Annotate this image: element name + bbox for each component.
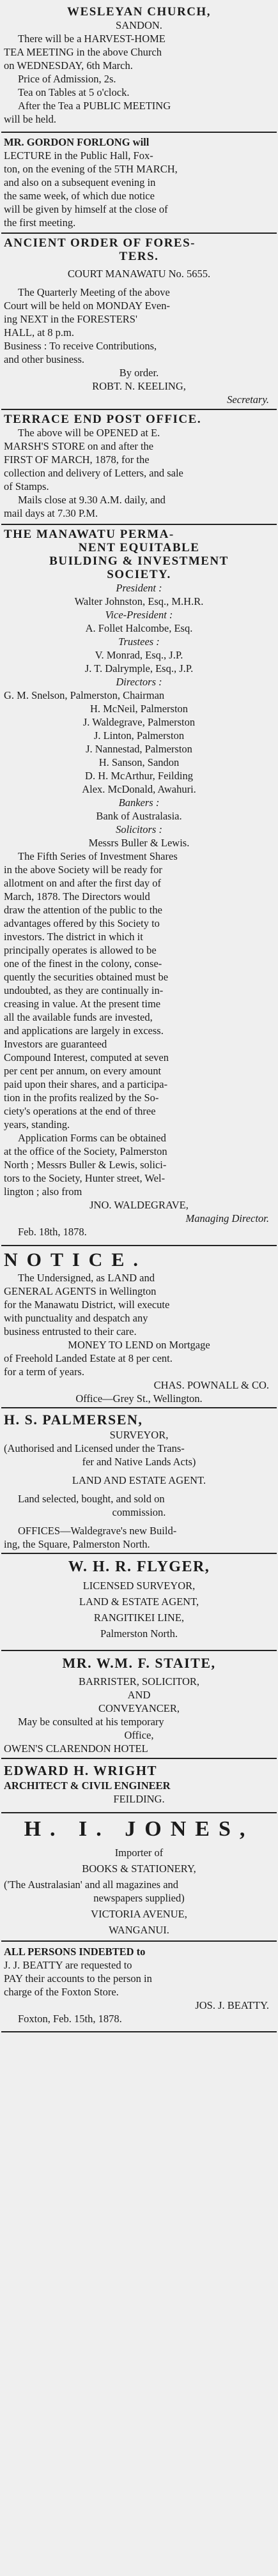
- ad-label: Bankers :: [118, 796, 160, 809]
- ad-line: FIRST OF MARCH, 1878, for the: [4, 453, 150, 466]
- ad-heading: ALL PERSONS INDEBTED to: [4, 1946, 146, 1958]
- ad-label: Trustees :: [118, 636, 160, 648]
- ad-manawatu-building-society: [4, 528, 274, 1238]
- ad-line: Investors are guaranteed: [4, 1038, 107, 1050]
- ad-line: The above will be OPENED at E.: [18, 427, 160, 439]
- ad-line: North ; Messrs Buller & Lewis, solici-: [4, 1159, 167, 1171]
- column-rule: [1, 2031, 277, 2032]
- ad-line: and applications are largely in excess.: [4, 1025, 164, 1037]
- ad-notice-land-agents: [4, 1249, 274, 1405]
- ad-label: Directors :: [116, 676, 162, 688]
- ad-line: ing, the Square, Palmerston North.: [4, 1538, 150, 1550]
- ad-line: BOOKS & STATIONERY,: [82, 1863, 196, 1875]
- ad-line: at the office of the Society, Palmerston: [4, 1145, 167, 1157]
- ad-signature: ROBT. N. KEELING,: [92, 380, 186, 392]
- ad-line: AND: [127, 1689, 151, 1701]
- column-rule: [1, 1758, 277, 1759]
- ad-line: will be given by himself at the close of: [4, 203, 168, 215]
- ad-line: March, 1878. The Directors would: [4, 890, 150, 903]
- column-rule: [1, 1812, 277, 1813]
- ad-line: Office—Grey St., Wellington.: [75, 1392, 203, 1405]
- ad-heading: NOTICE.: [4, 1249, 147, 1270]
- ad-line: Application Forms can be obtained: [18, 1132, 166, 1144]
- ad-line: The Undersigned, as LAND and: [18, 1272, 155, 1284]
- ad-heading: SOCIETY.: [107, 568, 171, 581]
- ad-line: collection and delivery of Letters, and sale: [4, 467, 183, 479]
- ad-line: draw the attention of the public to the: [4, 904, 162, 916]
- ad-line: ('The Australasian' and all magazines and: [4, 1879, 179, 1891]
- ad-line: paid upon their shares, and a participa-: [4, 1078, 168, 1090]
- ad-line: Price of Admission, 2s.: [18, 73, 116, 85]
- ad-line: principally operates is allowed to be: [4, 944, 157, 956]
- ad-line: in the above Society will be ready for: [4, 864, 162, 876]
- ad-line: allotment on and after the first day of: [4, 877, 162, 889]
- ad-line: per cent per annum, on every amount: [4, 1065, 162, 1077]
- ad-heading: THE MANAWATU PERMA-: [4, 528, 174, 541]
- ad-line: Business : To receive Contributions,: [4, 340, 157, 352]
- ad-line: MARSH'S STORE on and after the: [4, 440, 154, 452]
- ad-subheading: COURT MANAWATU No. 5655.: [67, 268, 211, 280]
- ad-line: TEA MEETING in the above Church: [4, 46, 162, 58]
- ad-line: Importer of: [114, 1847, 164, 1859]
- ad-signature: CHAS. POWNALL & CO.: [153, 1379, 269, 1391]
- ad-line: quently the securities obtained must be: [4, 971, 169, 983]
- ad-staite-barrister: [4, 1654, 274, 1755]
- ad-line: D. H. McArthur, Feilding: [85, 770, 193, 782]
- ad-line: Alex. McDonald, Awahuri.: [82, 783, 196, 795]
- ad-line: fer and Native Lands Acts): [82, 1456, 196, 1468]
- ad-line: By order.: [119, 367, 159, 379]
- ad-label: President :: [116, 582, 162, 594]
- ad-label: Solicitors :: [116, 823, 162, 835]
- ad-signature-title: Managing Director.: [185, 1212, 269, 1224]
- ad-line: CONVEYANCER,: [98, 1702, 180, 1714]
- ad-date: Feb. 18th, 1878.: [18, 1226, 87, 1238]
- ad-heading: BUILDING & INVESTMENT: [49, 554, 229, 568]
- ad-line: the first meeting.: [4, 217, 76, 229]
- ad-line: The Fifth Series of Investment Shares: [18, 850, 178, 862]
- ad-line: LAND AND ESTATE AGENT.: [72, 1474, 206, 1486]
- ad-line: G. M. Snelson, Palmerston, Chairman: [4, 689, 165, 701]
- ad-line: ciety's operations at the end of three: [4, 1105, 156, 1117]
- ad-line: There will be a HARVEST-HOME: [18, 33, 166, 45]
- column-rule: [1, 409, 277, 410]
- ad-line: LECTURE in the Public Hall, Fox-: [4, 149, 153, 162]
- ad-line: undoubted, as they are continually in-: [4, 984, 164, 996]
- ad-line: H. McNeil, Palmerston: [89, 703, 189, 715]
- column-rule: [1, 1553, 277, 1554]
- ad-line: MONEY TO LEND on Mortgage: [68, 1339, 210, 1351]
- ad-subheading: SURVEYOR,: [109, 1429, 169, 1441]
- ad-line: with punctuality and despatch any: [4, 1312, 148, 1324]
- ad-line: investors. The district in which it: [4, 931, 143, 943]
- ad-line: H. Sanson, Sandon: [98, 756, 180, 768]
- ad-signature: JNO. WALDEGRAVE,: [89, 1199, 189, 1211]
- ad-signature-title: Secretary.: [227, 393, 269, 406]
- ad-heading: NENT EQUITABLE: [78, 541, 200, 554]
- ad-line: OWEN'S CLARENDON HOTEL: [4, 1742, 148, 1755]
- ad-line: one of the finest in the colony, conse-: [4, 957, 162, 970]
- ad-line: mail days at 7.30 P.M.: [4, 507, 98, 519]
- ad-line: ing NEXT in the FORESTERS': [4, 313, 137, 325]
- ad-line: FEILDING.: [113, 1793, 165, 1805]
- ad-heading: EDWARD H. WRIGHT: [4, 1763, 158, 1778]
- ad-line: LAND & ESTATE AGENT,: [79, 1596, 199, 1608]
- ad-label: Vice-President :: [105, 609, 173, 621]
- ad-line: J. Nannestad, Palmerston: [86, 743, 192, 755]
- ad-heading: WESLEYAN CHURCH,: [67, 5, 211, 19]
- ad-line: V. Monrad, Esq., J.P.: [95, 649, 183, 661]
- ad-line: and also on a subsequent evening in: [4, 176, 156, 188]
- column-rule: [1, 232, 277, 234]
- column-rule: [1, 1407, 277, 1408]
- ad-heading: H. I. JONES,: [24, 1817, 254, 1841]
- ad-wright-architect: [4, 1762, 274, 1806]
- ad-line: newspapers supplied): [93, 1892, 185, 1904]
- ad-line: for a term of years.: [4, 1366, 84, 1378]
- ad-heading: H. S. PALMERSEN,: [4, 1412, 143, 1428]
- ad-line: LICENSED SURVEYOR,: [82, 1580, 196, 1592]
- ad-line: ton, on the evening of the 5TH MARCH,: [4, 163, 178, 175]
- ad-line: business entrusted to their care.: [4, 1325, 137, 1338]
- ad-line: Palmerston North.: [100, 1627, 178, 1640]
- ad-line: all the available funds are invested,: [4, 1011, 153, 1023]
- ad-line: Land selected, bought, and sold on: [18, 1493, 165, 1505]
- ad-line: years, standing.: [4, 1118, 70, 1131]
- ad-line: will be held.: [4, 113, 57, 125]
- ad-subheading: SANDON.: [116, 19, 162, 31]
- ad-gordon-forlong: [4, 135, 274, 229]
- ad-line: advantages offered by this Society to: [4, 917, 160, 929]
- ad-line: of Freehold Landed Estate at 8 per cent.: [4, 1352, 173, 1364]
- ad-line: Compound Interest, computed at seven: [4, 1051, 169, 1063]
- ad-flyger-surveyor: [4, 1557, 274, 1640]
- ad-terrace-end-post-office: [4, 413, 274, 520]
- ad-line: Court will be held on MONDAY Even-: [4, 300, 171, 312]
- column-rule: [1, 132, 277, 133]
- ad-line: WANGANUI.: [109, 1924, 169, 1936]
- ad-line: Messrs Buller & Lewis.: [88, 837, 190, 849]
- ad-line: charge of the Foxton Store.: [4, 1986, 119, 1998]
- ad-heading: ANCIENT ORDER OF FORES-: [4, 236, 196, 250]
- ad-line: Tea on Tables at 5 o'clock.: [18, 86, 130, 98]
- ad-line: creasing in value. At the present time: [4, 998, 161, 1010]
- ad-line: VICTORIA AVENUE,: [91, 1908, 187, 1920]
- column-rule: [1, 524, 277, 525]
- ad-line: (Authorised and Licensed under the Trans-: [4, 1442, 185, 1454]
- ad-line: Mails close at 9.30 A.M. daily, and: [18, 494, 166, 506]
- ad-line: The Quarterly Meeting of the above: [18, 286, 170, 298]
- column-rule: [1, 1650, 277, 1651]
- ad-line: tors to the Society, Hunter street, Wel-: [4, 1172, 166, 1184]
- ad-line: commission.: [112, 1506, 166, 1518]
- ad-ancient-order-foresters: [4, 236, 274, 406]
- ad-heading: MR. W.M. F. STAITE,: [62, 1655, 216, 1671]
- ad-line: Walter Johnston, Esq., M.H.R.: [74, 595, 204, 607]
- ad-line: J. J. BEATTY are requested to: [4, 1959, 132, 1971]
- ad-palmersen-surveyor: [4, 1412, 274, 1551]
- ad-heading: W. H. R. FLYGER,: [68, 1559, 210, 1575]
- ad-jones-books: [4, 1817, 274, 1937]
- ad-line: GENERAL AGENTS in Wellington: [4, 1285, 157, 1297]
- column-rule: [1, 1245, 277, 1246]
- ad-wesleyan-church: [4, 5, 274, 126]
- ad-line: the same week, of which due notice: [4, 190, 155, 202]
- ad-line: HALL, at 8 p.m.: [4, 326, 74, 339]
- ad-line: PAY their accounts to the person in: [4, 1972, 152, 1985]
- ad-line: and other business.: [4, 353, 85, 365]
- ad-heading: TERRACE END POST OFFICE.: [4, 413, 202, 426]
- ad-signature: JOS. J. BEATTY.: [195, 1999, 269, 2011]
- ad-line: tion in the profits realized by the So-: [4, 1092, 159, 1104]
- ad-line: Bank of Australasia.: [96, 810, 182, 822]
- ad-line: RANGITIKEI LINE,: [93, 1612, 185, 1624]
- ad-line: Office,: [124, 1729, 154, 1741]
- ad-line: After the Tea a PUBLIC MEETING: [18, 100, 171, 112]
- ad-heading: TERS.: [119, 250, 159, 263]
- ad-line: of Stamps.: [4, 480, 49, 492]
- ad-line: May be consulted at his temporary: [18, 1716, 164, 1728]
- ad-line: A. Follet Halcombe, Esq.: [85, 622, 193, 634]
- ad-line: lington ; also from: [4, 1185, 82, 1198]
- ad-line: on WEDNESDAY, 6th March.: [4, 59, 133, 72]
- ad-line: OFFICES—Waldegrave's new Build-: [18, 1525, 177, 1537]
- ad-line: for the Manawatu District, will execute: [4, 1299, 170, 1311]
- ad-date: Foxton, Feb. 15th, 1878.: [18, 2013, 122, 2025]
- ad-line: ARCHITECT & CIVIL ENGINEER: [4, 1780, 171, 1792]
- ad-line: J. Waldegrave, Palmerston: [82, 716, 196, 728]
- column-rule: [1, 1940, 277, 1942]
- ad-heading: MR. GORDON FORLONG will: [4, 136, 150, 148]
- ad-line: J. Linton, Palmerston: [93, 729, 185, 742]
- ad-beatty-indebted: [4, 1945, 274, 2025]
- ad-line: BARRISTER, SOLICITOR,: [78, 1675, 199, 1688]
- ad-line: J. T. Dalrymple, Esq., J.P.: [84, 662, 194, 674]
